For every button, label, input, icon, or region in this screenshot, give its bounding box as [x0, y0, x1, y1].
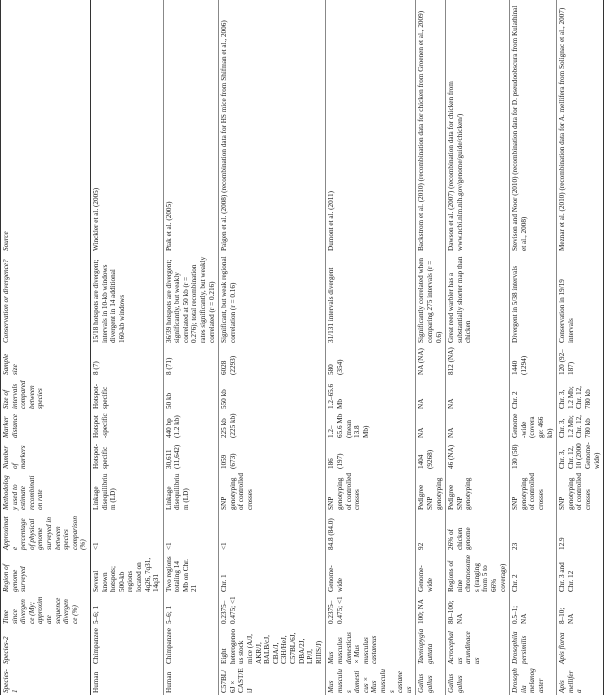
header-region: Region of genome surveyed [1, 552, 91, 594]
cell-conservation: 15/18 hotspots are divergent; intervals in 10-kb windows divergent in 14 additional 160-kb windows [90, 253, 163, 345]
cell-methodology: SNP genotyping of controlled crosses [326, 471, 416, 512]
cell-divergence-time: 100; NA [416, 594, 446, 626]
cell-species-2: Drosophila persimilis [510, 626, 557, 666]
cell-sample-size: 8 (7) [90, 345, 163, 377]
cell-region: Chr. 3 and Chr. 12 [557, 552, 604, 594]
cell-methodology: SNP genotyping of controlled crosses [219, 471, 326, 512]
cell-interval-size: Chr. 2 [510, 377, 557, 411]
cell-interval-size: 550 kb [219, 377, 326, 411]
table-row [326, 0, 416, 695]
cell-sample-size: NA (NA) [416, 345, 446, 377]
cell-percentage: <1 [90, 512, 163, 552]
table-row [163, 0, 219, 695]
cell-conservation: Conservation in 19/19 intervals [557, 253, 604, 345]
cell-species-2: Chimpanzee [90, 626, 163, 666]
table-row [219, 0, 326, 695]
cell-source: Paigen et al. (2008) (recombination data for HS mice from Shifman et al., 2006) [219, 0, 326, 253]
cell-source: Ptak et al. (2005) [163, 0, 219, 253]
cell-divergence-time: 0.2375–0.475; <1 [219, 594, 326, 626]
cell-percentage: 26% of chicken genome [446, 512, 510, 552]
cell-species-1: Human [90, 666, 163, 695]
cell-region: Chr. 1 [219, 552, 326, 594]
cell-methodology: Linkage disequilibrium (LD) [163, 471, 219, 512]
cell-divergence-time: 80–100; NA [446, 594, 510, 626]
cell-interval-size: NA [416, 377, 446, 411]
cell-sample-size: 8 (71) [163, 345, 219, 377]
cell-divergence-time: 8–10; NA [557, 594, 604, 626]
cell-divergence-time: 5–6; 1 [163, 594, 219, 626]
cell-marker-distance: 225 kb (225 kb) [219, 411, 326, 440]
cell-source: Dawson et al. (2007) (recombination data for chicken from www.ncbi.nlm.nih.gov/genome/guide/chicken/) [446, 0, 510, 253]
header-species-1: Species-1 [1, 666, 91, 695]
cell-species-1: C57BL/6J × CAST/EiJ [219, 666, 326, 695]
cell-number-markers: 30,611 (11,642) [163, 440, 219, 471]
cell-methodology: Linkage disequilibrium (LD) [90, 471, 163, 512]
cell-source: Backstrom et al. (2010) (recombination data for chicken from Groenen et al., 2009) [416, 0, 446, 253]
cell-methodology: SNP genotyping of controlled crosses [557, 471, 604, 512]
cell-marker-distance: NA [416, 411, 446, 440]
cell-interval-size: 50 kb [163, 377, 219, 411]
cell-number-markers: 186 (197) [326, 440, 416, 471]
cell-species-1: Gallus gallus [416, 666, 446, 695]
table-body [90, 0, 603, 695]
cell-conservation: Significant, but weak regional correlation (r = 0.16) [219, 253, 326, 345]
cell-species-2: Apis florea [557, 626, 604, 666]
cell-source: Dumont et al. (2011) [326, 0, 416, 253]
cell-marker-distance: 440 bp (1.2 kb) [163, 411, 219, 440]
cell-marker-distance: 1.2–65.6 Mb (mean 13.8 Mb) [326, 411, 416, 440]
cell-number-markers: 46 (NA) [446, 440, 510, 471]
cell-marker-distance: Hotspot-specific [90, 411, 163, 440]
cell-species-1: Gallus gallus [446, 666, 510, 695]
cell-region: Several known hotspots; 500-kb regions located on 4q26, 7q31, 14q31 [90, 552, 163, 594]
cell-number-markers: Hotspot-specific [90, 440, 163, 471]
cell-percentage: 84.8 (84.0) [326, 512, 416, 552]
header-number-markers: Number of markers [1, 440, 91, 471]
cell-source: Stevison and Noor (2010) (recombination data for D. pseudoobscura from Kulathinal et al., 2008) [510, 0, 557, 253]
cell-methodology: Pedigree SNP genotyping [446, 471, 510, 512]
cell-conservation: 36/39 hotspots are divergent; significantly, but weakly correlated at 50 kb (r = 0.276); total recombination rates significantly, but weakly correlated (r = 0.216) [163, 253, 219, 345]
table-row [90, 0, 163, 695]
table-row [557, 0, 604, 695]
cell-interval-size: 1.2–65.6 Mb [326, 377, 416, 411]
header-source: Source [1, 0, 91, 253]
cell-number-markers: Chr. 3, Chr. 12, 10 (2000 Genome-wide) [557, 440, 604, 471]
cell-number-markers: 1404 (9268) [416, 440, 446, 471]
cell-divergence-time: 0.5–1; NA [510, 594, 557, 626]
cell-percentage: 23 [510, 512, 557, 552]
header-species-2: Species-2 [1, 626, 91, 666]
table-row [510, 0, 557, 695]
cell-species-2: Mus musculus domesticus × Mus musculus castaneus [326, 626, 416, 666]
cell-interval-size: Chr. 3, 1.2 Mb; Chr. 12, 780 kb [557, 377, 604, 411]
cell-percentage: 92 [416, 512, 446, 552]
table-row [416, 0, 446, 695]
cell-species-1: Human [163, 666, 219, 695]
header-percentage: Approximate percentage of physical genome surveyed in between species comparison (%) [1, 512, 91, 552]
header-interval-size: Size of intervals compared between species [1, 377, 91, 411]
table-header-row [1, 0, 91, 695]
header-conservation: Conservation or divergence? [1, 253, 91, 345]
cell-sample-size: 6028 (2293) [219, 345, 326, 377]
cell-species-2: Eight heterogeneous stock mice (A/J, AKR/J, BALB/cJ, CBA/J, C3H/HeJ, C57BL/6J, DBA/2J, LP/J, RIIIS/J) [219, 626, 326, 666]
cell-percentage: <1 [163, 512, 219, 552]
cell-species-1: Mus musculus domesticus × Mus musculus castaneus [326, 666, 416, 695]
cell-region: Two regions totaling 14 Mb on Chr. 21 [163, 552, 219, 594]
header-marker-distance: Marker distance [1, 411, 91, 440]
cell-sample-size: 1440 (1294) [510, 345, 557, 377]
cell-source: Winckler et al. (2005) [90, 0, 163, 253]
cell-conservation: Divergent in 5/38 intervals [510, 253, 557, 345]
cell-number-markers: 130 (58) [510, 440, 557, 471]
header-methodology: Methodology used to estimate recombination rate [1, 471, 91, 512]
cell-marker-distance: Chr. 3, 1.2 Mb; Chr. 12, 780 kb [557, 411, 604, 440]
cell-marker-distance: Genome-wide (coverage: 466 kb) [510, 411, 557, 440]
cell-number-markers: 1059 (673) [219, 440, 326, 471]
cell-percentage: <1 [219, 512, 326, 552]
header-sample-size: Sample size [1, 345, 91, 377]
cell-methodology: SNP genotyping of controlled crosses [510, 471, 557, 512]
cell-sample-size: 812 (NA) [446, 345, 510, 377]
cell-species-2: Acrocephalus arundinaceus [446, 626, 510, 666]
cell-region: Genome-wide [416, 552, 446, 594]
cell-interval-size: Hotspot-specific [90, 377, 163, 411]
header-divergence-time: Time since divergence (My; approximate sequence divergence (%) [1, 594, 91, 626]
cell-region: Chr. 2 [510, 552, 557, 594]
cell-region: Genome-wide [326, 552, 416, 594]
table-row [446, 0, 510, 695]
cell-sample-size: 120 (92–187) [557, 345, 604, 377]
cell-sample-size: 580 (354) [326, 345, 416, 377]
cell-marker-distance: NA [446, 411, 510, 440]
cell-conservation: 31/131 intervals divergent [326, 253, 416, 345]
cell-methodology: Pedigree SNP genotyping [416, 471, 446, 512]
cell-divergence-time: 5–6; 1 [90, 594, 163, 626]
cell-conservation: Significantly correlated when comparing 275 intervals (r = 0.6) [416, 253, 446, 345]
cell-conservation: Great reed warbler has a substantially shorter map than chicken [446, 253, 510, 345]
cell-divergence-time: 0.2375–0.475; <1 [326, 594, 416, 626]
cell-species-1: Apis mellifera [557, 666, 604, 695]
cell-percentage: 12.9 [557, 512, 604, 552]
cell-species-2: Chimpanzee [163, 626, 219, 666]
cell-source: Meznar et al. (2010) (recombination data for A. mellifera from Solignac et al., 2007) [557, 0, 604, 253]
cell-species-2: Taeniopygia guttata [416, 626, 446, 666]
cell-region: Regions of nine chromosomes (ranging from 5 to 66% coverage) [446, 552, 510, 594]
cell-interval-size: NA [446, 377, 510, 411]
cell-species-1: Drosophila melanogaster [510, 666, 557, 695]
